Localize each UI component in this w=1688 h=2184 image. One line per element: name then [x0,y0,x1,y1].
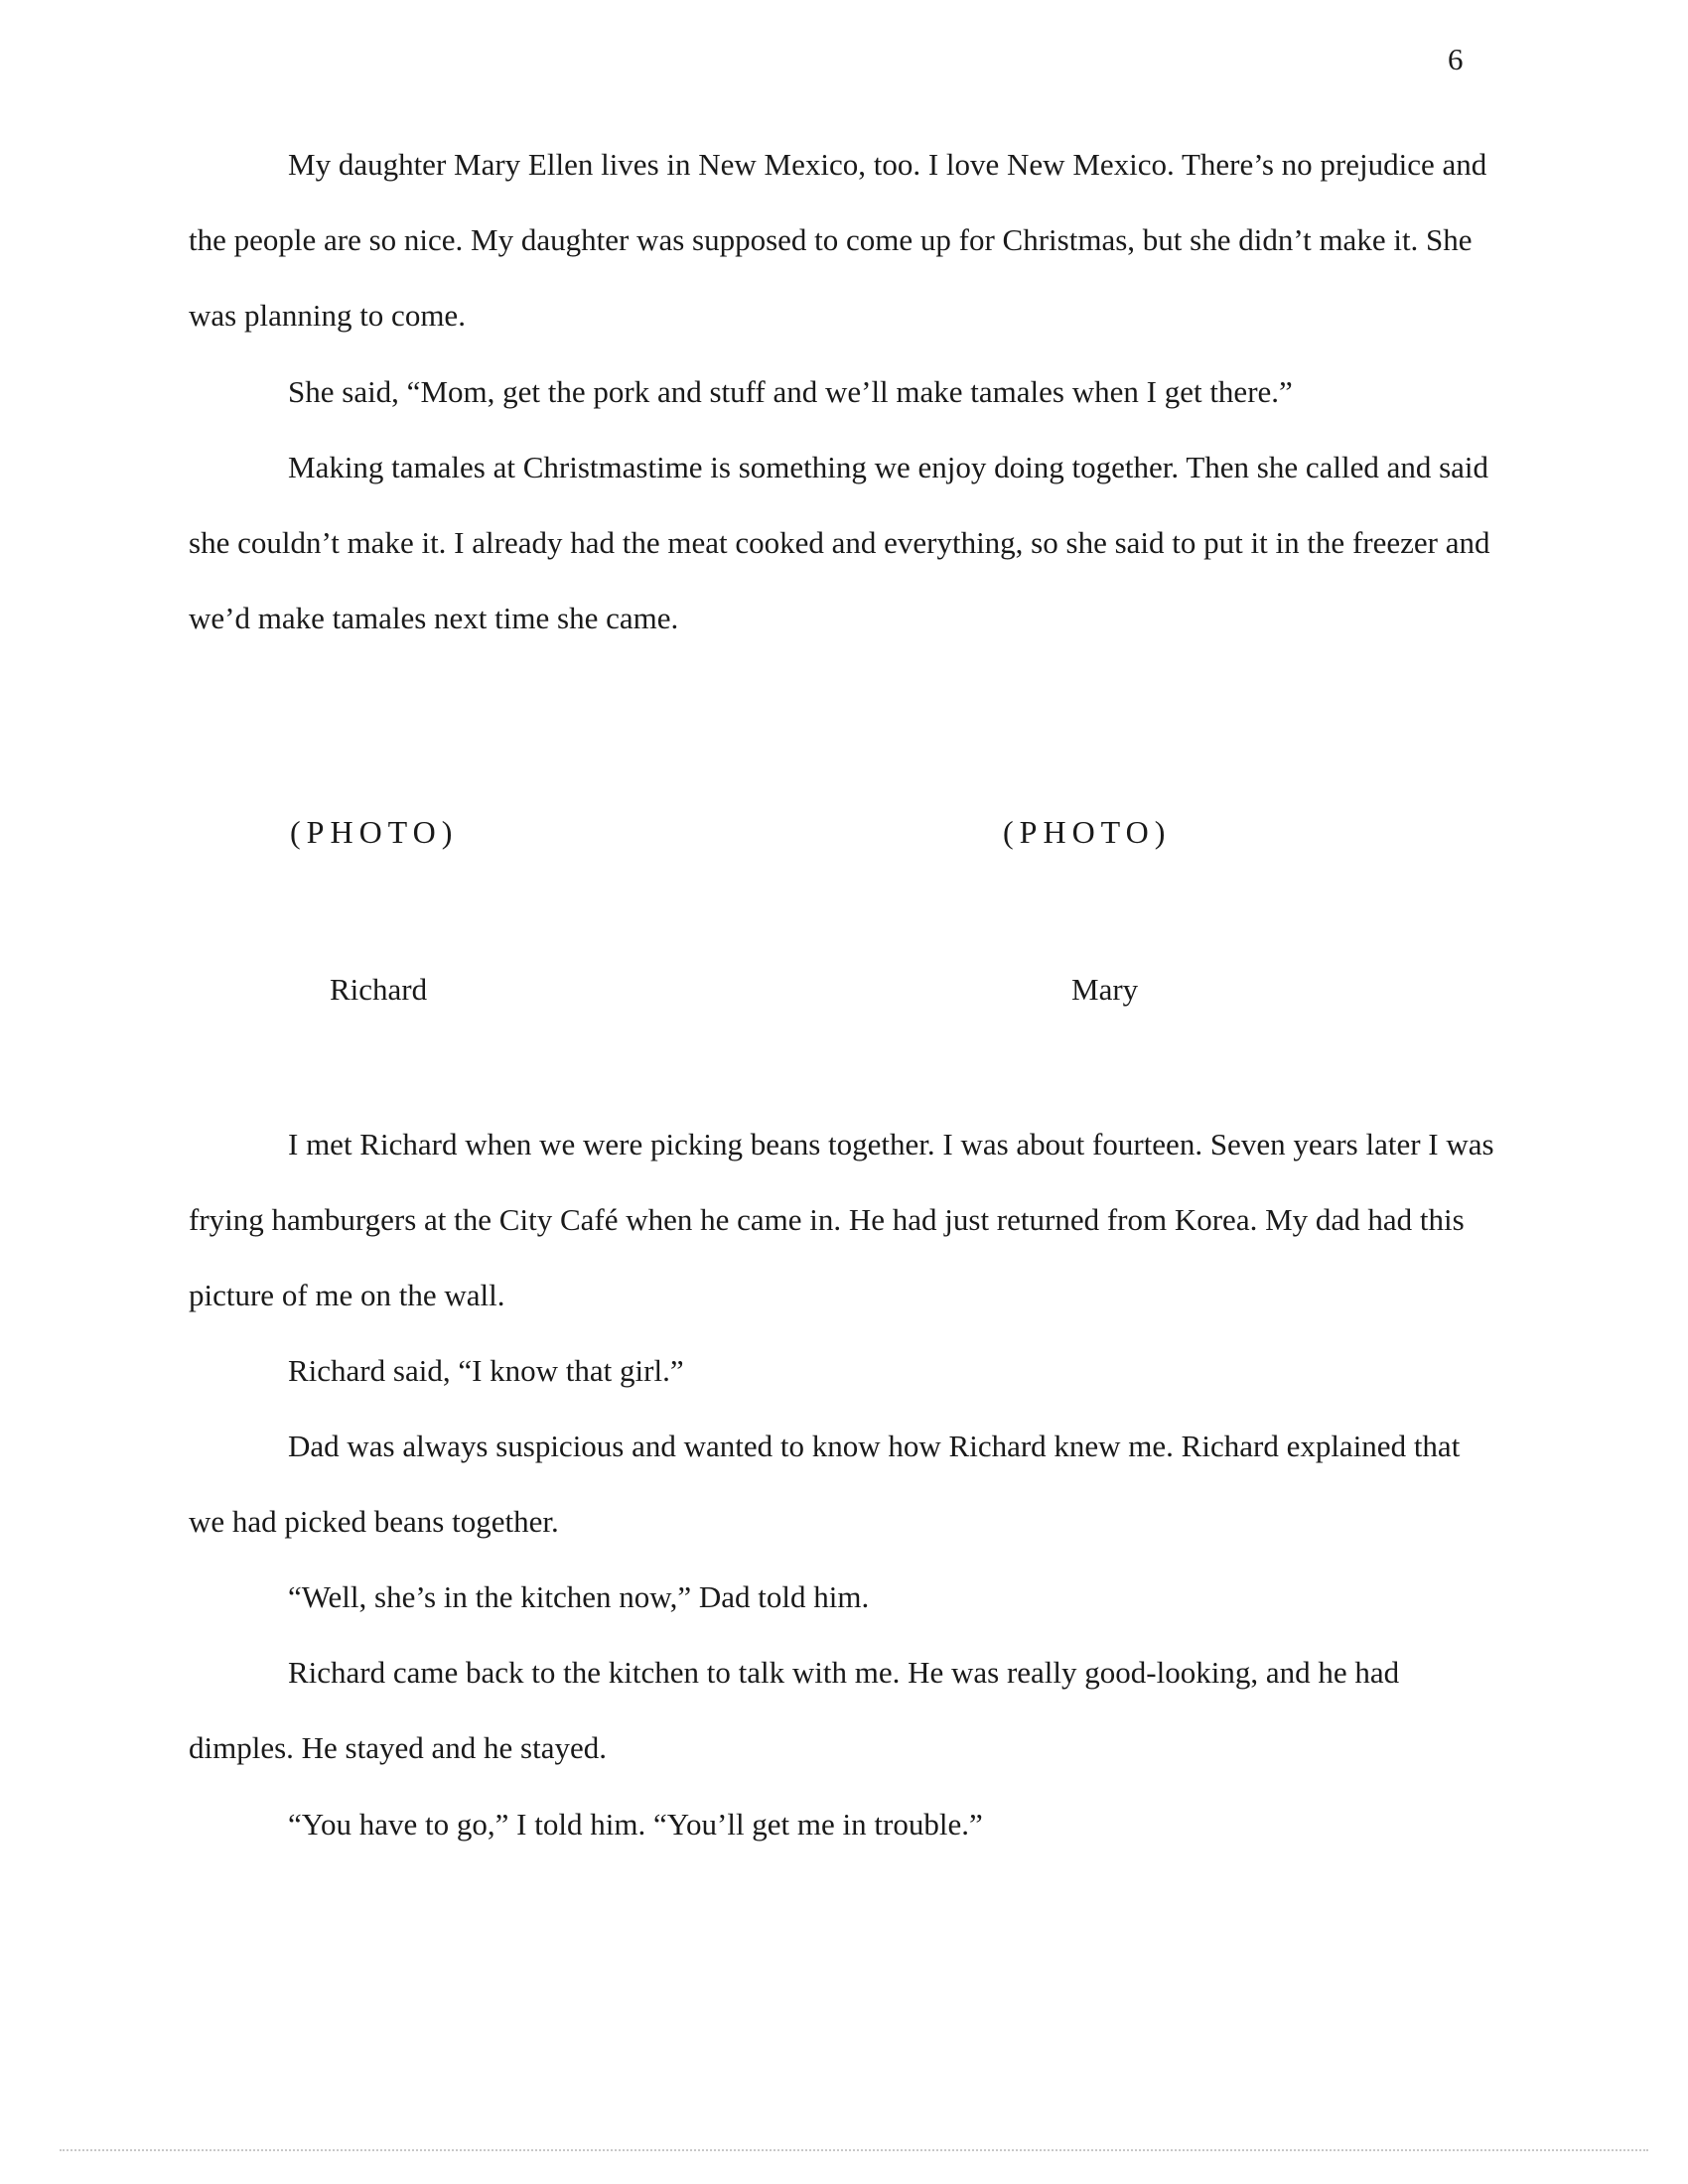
paragraph: “You have to go,” I told him. “You’ll get me in trouble.” [288,1807,983,1842]
scan-edge-line [60,2149,1648,2151]
paragraph: Richard said, “I know that girl.” [288,1353,684,1388]
paragraph: She said, “Mom, get the pork and stuff and we’ll make tamales when I get there.” [288,374,1293,409]
page-number: 6 [1448,42,1464,76]
paragraph: Dad was always suspicious and wanted to know how Richard knew me. Richard explained that we had picked beans together. [189,1429,1461,1539]
paragraph: I met Richard when we were picking beans together. I was about fourteen. Seven years later I was frying hamburgers at the City Café when he came in. He had just returned from Korea. My dad had this picture of me on the wall. [189,1127,1494,1312]
photo-caption-right: Mary [1071,972,1139,1007]
paragraph: My daughter Mary Ellen lives in New Mexico, too. I love New Mexico. There’s no prejudice and the people are so nice. My daughter was supposed to come up for Christmas, but she didn’t make it. She was planning to come. [189,147,1487,333]
photo-caption-left: Richard [330,972,428,1007]
paragraph: “Well, she’s in the kitchen now,” Dad told him. [288,1579,870,1614]
photo-placeholder-right: (PHOTO) [1003,814,1172,850]
photo-placeholder-left: (PHOTO) [290,814,459,850]
paragraph: Richard came back to the kitchen to talk with me. He was really good-looking, and he had dimples. He stayed and he stayed. [189,1655,1400,1765]
paragraph: Making tamales at Christmastime is something we enjoy doing together. Then she called and said she couldn’t make it. I already had the meat cooked and everything, so she said to put it in the freezer and we’d make tamales next time she came. [189,450,1490,635]
